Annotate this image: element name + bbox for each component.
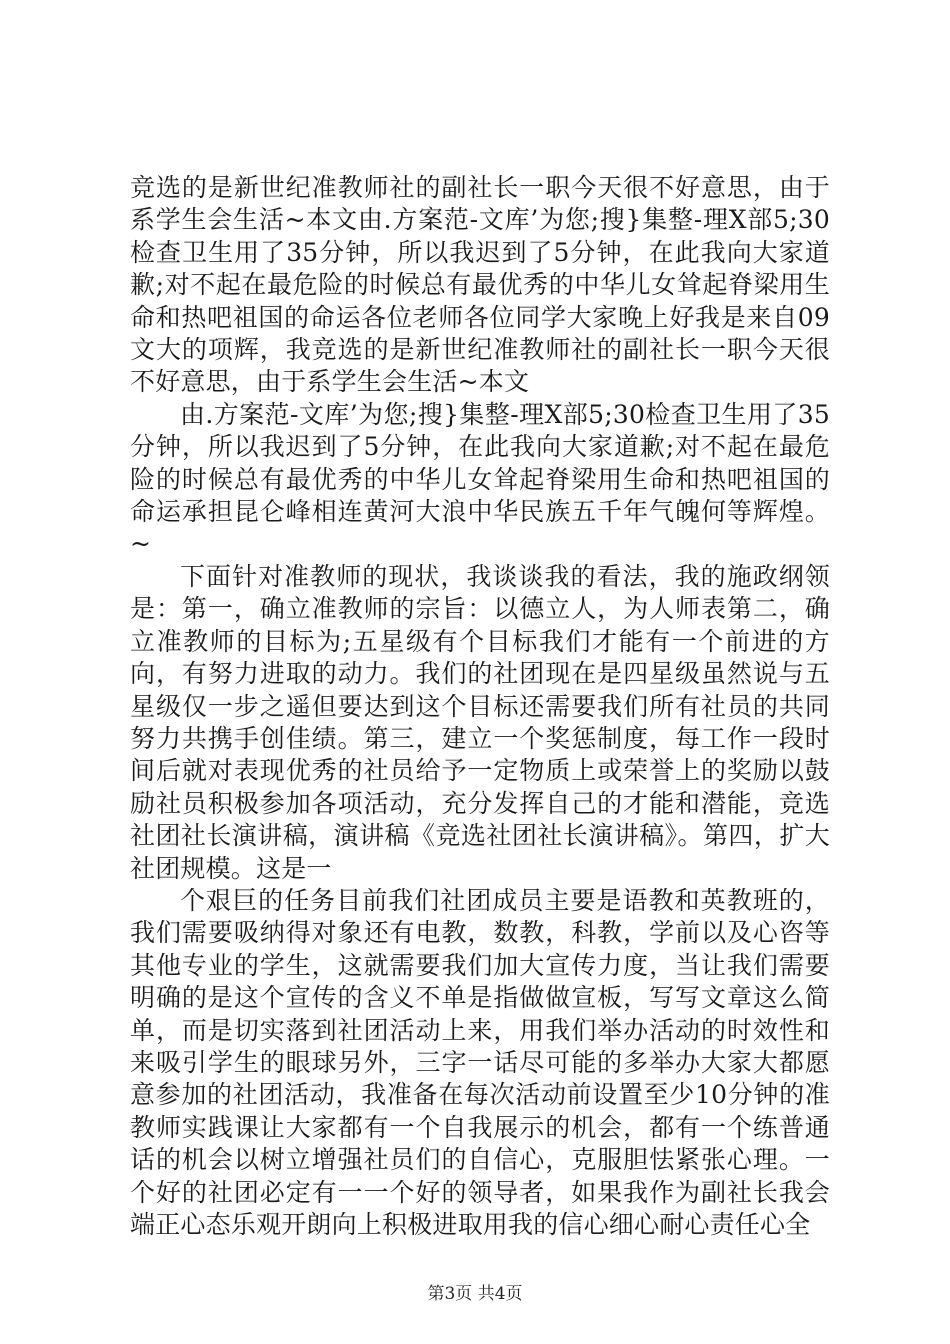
- paragraph-1: 竞选的是新世纪准教师社的副社长一职今天很不好意思，由于系学生会生活~本文由.方案范-文库’为您;搜}集整-理X部5;30检查卫生用了35分钟，所以我迟到了5分钟，在此我向大家道歉;对不起在最危险的时候总有最优秀的中华儿女耸起脊梁用生命和热吧祖国的命运各位老师各位同学大家晚上好我是来自09文大的项辉，我竞选的是新世纪准教师社的副社长一职今天很不好意思，由于系学生会生活~本文: [130, 173, 830, 397]
- paragraph-3: 下面针对准教师的现状，我谈谈我的看法，我的施政纲领是：第一，确立准教师的宗旨：以德立人，为人师表第二，确立准教师的目标为;五星级有个目标我们才能有一个前进的方向，有努力进取的动力。我们的社团现在是四星级虽然说与五星级仅一步之遥但要达到这个目标还需要我们所有社员的共同努力共携手创佳绩。第三，建立一个奖惩制度，每工作一段时间后就对表现优秀的社员给予一定物质上或荣誉上的奖励以鼓励社员积极参加各项活动，充分发挥自己的才能和潜能，竞选社团社长演讲稿，演讲稿《竞选社团社长演讲稿》。第四，扩大社团规模。这是一: [130, 561, 830, 883]
- paragraph-2: 由.方案范-文库’为您;搜}集整-理X部5;30检查卫生用了35分钟，所以我迟到了5分钟，在此我向大家道歉;对不起在最危险的时候总有最优秀的中华儿女耸起脊梁用生命和热吧祖国的命运承担昆仑峰相连黄河大浪中华民族五千年气魄何等辉煌。~: [130, 399, 830, 559]
- page-footer: 第3页 共4页: [427, 1284, 523, 1304]
- document-body: [130, 172, 830, 1241]
- paragraph-4: 个艰巨的任务目前我们社团成员主要是语教和英教班的，我们需要吸纳得对象还有电教，数教，科教，学前以及心咨等其他专业的学生，这就需要我们加大宣传力度，当让我们需要明确的是这个宣传的含义不单是指做做宣板，写写文章这么简单，而是切实落到社团活动上来，用我们举办活动的时效性和来吸引学生的眼球另外，三字一话尽可能的多举办大家大都愿意参加的社团活动，我准备在每次活动前设置至少10分钟的准教师实践课让大家都有一个自我展示的机会，都有一个练普通话的机会以树立增强社员们的自信心，克服胆怯紧张心理。一个好的社团必定有一一个好的领导者，如果我作为副社长我会端正心态乐观开朗向上积极进取用我的信心细心耐心责任心全: [130, 885, 830, 1239]
